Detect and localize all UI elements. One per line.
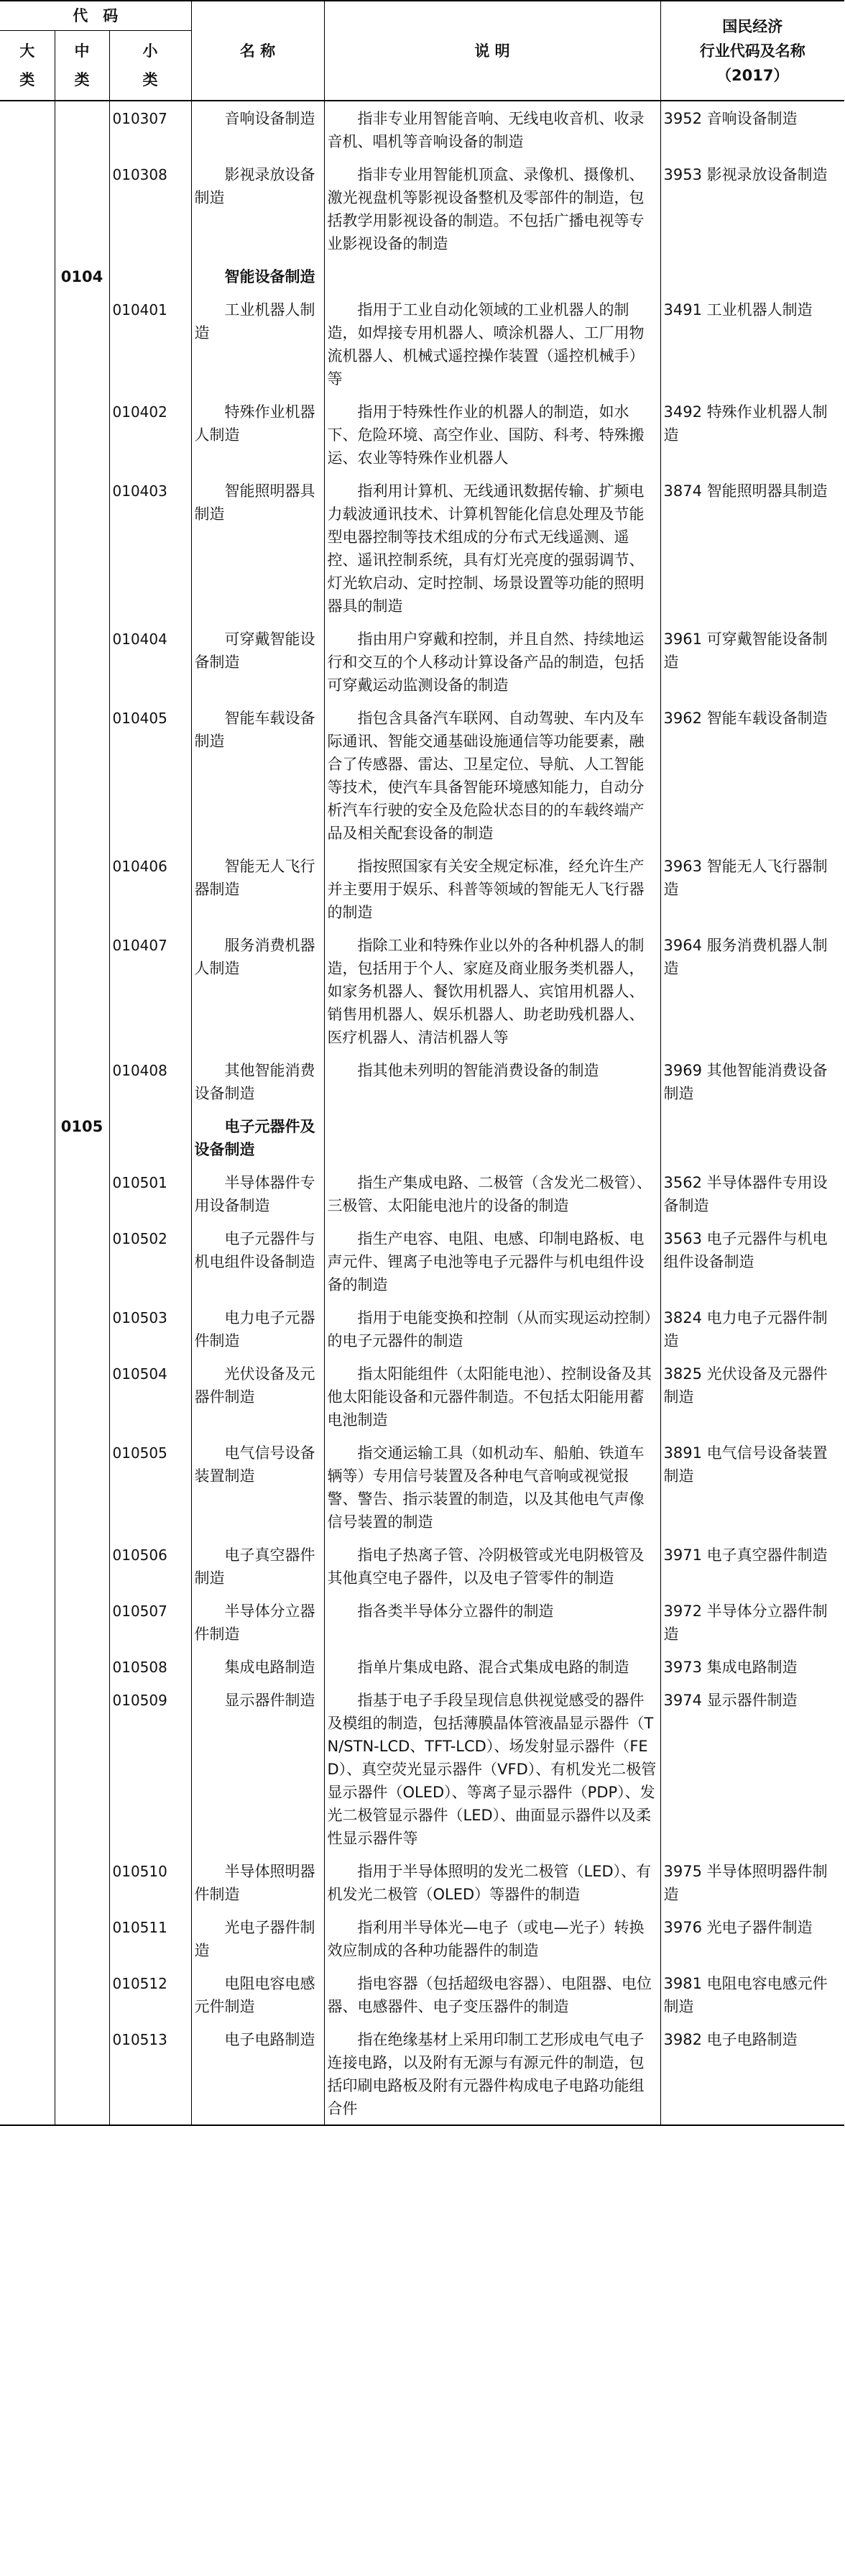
name-cell: 可穿戴智能设备制造 — [191, 622, 324, 701]
national-code: 3964 — [663, 937, 702, 954]
mid-class-cell — [55, 293, 109, 395]
big-class-cell — [0, 1910, 55, 1966]
small-class-cell: 010509 — [109, 1683, 191, 1854]
description-cell: 指按照国家有关安全规定标准，经允许生产并主要用于娱乐、科普等领域的智能无人飞行器的制造 — [324, 849, 660, 928]
description-cell: 指用于工业自动化领域的工业机器人的制造，如焊接专用机器人、喷涂机器人、工厂用物流机器人、机械式遥控操作装置（遥控机械手）等 — [324, 293, 660, 395]
small-class-cell: 010512 — [109, 1966, 191, 2022]
header-mid-class: 中 类 — [55, 31, 109, 101]
description-cell: 指单片集成电路、混合式集成电路的制造 — [324, 1650, 660, 1683]
mid-class-cell — [55, 1966, 109, 2022]
national-code-cell — [660, 1650, 844, 1683]
name-cell: 半导体分立器件制造 — [191, 1594, 324, 1650]
table-row — [0, 1966, 844, 2022]
description-cell — [324, 1109, 660, 1165]
big-class-cell — [0, 701, 55, 849]
national-code-cell — [660, 474, 844, 622]
big-class-cell — [0, 474, 55, 622]
big-class-cell — [0, 101, 55, 157]
name-cell: 半导体照明器件制造 — [191, 1854, 324, 1910]
description-cell: 指其他未列明的智能消费设备的制造 — [324, 1053, 660, 1109]
big-class-cell — [0, 1221, 55, 1301]
national-name: 音响设备制造 — [706, 110, 798, 127]
description-cell: 指利用计算机、无线通讯数据传输、扩频电力载波通讯技术、计算机智能化信息处理及节能型电器控制等技术组成的分布式无线遥测、遥控、遥讯控制系统，具有灯光亮度的强弱调节、灯光软启动、定时控制、场景设置等功能的照明器具的制造 — [324, 474, 660, 622]
national-code: 3563 — [663, 1230, 702, 1247]
mid-class-cell — [55, 474, 109, 622]
table-body — [0, 101, 844, 2125]
description-cell: 指用于电能变换和控制（从而实现运动控制）的电子元器件的制造 — [324, 1301, 660, 1357]
table-row — [0, 260, 844, 293]
big-class-cell — [0, 2022, 55, 2125]
header-name: 名 称 — [191, 1, 324, 101]
mid-class-cell — [55, 1650, 109, 1683]
mid-class-cell — [55, 1594, 109, 1650]
table-row — [0, 1594, 844, 1650]
table-row — [0, 1538, 844, 1594]
table-row — [0, 849, 844, 928]
name-cell: 电子元器件与机电组件设备制造 — [191, 1221, 324, 1301]
name-cell: 电力电子元器件制造 — [191, 1301, 324, 1357]
big-class-cell — [0, 1966, 55, 2022]
national-code-cell — [660, 2022, 844, 2125]
description-cell: 指生产电容、电阻、电感、印制电路板、电声元件、锂离子电池等电子元器件与机电组件设备的制造 — [324, 1221, 660, 1301]
national-code: 3982 — [663, 2031, 702, 2048]
national-name: 半导体器件专用设备制造 — [663, 1174, 828, 1214]
mid-class-cell — [55, 1538, 109, 1594]
table-row — [0, 1301, 844, 1357]
small-class-cell: 010510 — [109, 1854, 191, 1910]
big-class-cell — [0, 622, 55, 701]
table-row — [0, 1683, 844, 1854]
description-cell: 指电子热离子管、冷阴极管或光电阴极管及其他真空电子器件，以及电子管零件的制造 — [324, 1538, 660, 1594]
name-cell: 影视录放设备制造 — [191, 157, 324, 260]
name-cell: 光电子器件制造 — [191, 1910, 324, 1966]
header-code: 代 码 — [0, 1, 191, 31]
description-cell: 指利用半导体光—电子（或电—光子）转换效应制成的各种功能器件的制造 — [324, 1910, 660, 1966]
description-cell: 指非专业用智能音响、无线电收音机、收录音机、唱机等音响设备的制造 — [324, 101, 660, 157]
name-cell: 电子元器件及设备制造 — [191, 1109, 324, 1165]
table-row — [0, 1109, 844, 1165]
name-cell: 服务消费机器人制造 — [191, 928, 324, 1053]
national-code: 3492 — [663, 403, 702, 421]
national-code-cell — [660, 928, 844, 1053]
small-class-cell: 010508 — [109, 1650, 191, 1683]
national-code-cell — [660, 1109, 844, 1165]
table-row — [0, 1854, 844, 1910]
national-name: 显示器件制造 — [706, 1692, 798, 1709]
national-name: 电气信号设备装置制造 — [663, 1444, 828, 1485]
national-code: 3824 — [663, 1309, 702, 1326]
national-code-cell — [660, 1165, 844, 1221]
table-row — [0, 1650, 844, 1683]
description-cell: 指在绝缘基材上采用印制工艺形成电气电子连接电路，以及附有无源与有源元件的制造，包括印刷电路板及附有元器件构成电子电路功能组合件 — [324, 2022, 660, 2125]
national-code-cell — [660, 1910, 844, 1966]
national-code-cell — [660, 395, 844, 474]
national-code-cell — [660, 1357, 844, 1436]
description-cell: 指生产集成电路、二极管（含发光二极管）、三极管、太阳能电池片的设备的制造 — [324, 1165, 660, 1221]
big-class-cell — [0, 395, 55, 474]
national-code-cell — [660, 1221, 844, 1301]
small-class-cell — [109, 260, 191, 293]
small-class-cell: 010506 — [109, 1538, 191, 1594]
big-class-cell — [0, 157, 55, 260]
table-row — [0, 701, 844, 849]
national-name: 光伏设备及元器件制造 — [663, 1365, 828, 1406]
small-class-cell: 010408 — [109, 1053, 191, 1109]
mid-class-cell — [55, 101, 109, 157]
national-code: 3973 — [663, 1659, 702, 1676]
header-description: 说 明 — [324, 1, 660, 101]
mid-class-cell — [55, 1854, 109, 1910]
mid-class-cell — [55, 849, 109, 928]
national-name: 电子元器件与机电组件设备制造 — [663, 1230, 828, 1270]
big-class-cell — [0, 928, 55, 1053]
mid-class-cell — [55, 1221, 109, 1301]
small-class-cell: 010507 — [109, 1594, 191, 1650]
description-cell: 指非专业用智能机顶盒、录像机、摄像机、激光视盘机等影视设备整机及零部件的制造，包括教学用影视设备的制造。不包括广播电视等专业影视设备的制造 — [324, 157, 660, 260]
national-code: 3972 — [663, 1603, 702, 1620]
small-class-cell: 010404 — [109, 622, 191, 701]
national-code-cell — [660, 157, 844, 260]
description-cell: 指包含具备汽车联网、自动驾驶、车内及车际通讯、智能交通基础设施通信等功能要素，融合了传感器、雷达、卫星定位、导航、人工智能等技术，使汽车具备智能环境感知能力，自动分析汽车行驶的安全及危险状态目的的车载终端产品及相关配套设备的制造 — [324, 701, 660, 849]
big-class-cell — [0, 1683, 55, 1854]
national-code: 3891 — [663, 1444, 702, 1462]
big-class-cell — [0, 1165, 55, 1221]
big-class-cell — [0, 1854, 55, 1910]
description-cell: 指用于半导体照明的发光二极管（LED）、有机发光二极管（OLED）等器件的制造 — [324, 1854, 660, 1910]
national-name: 电子电路制造 — [706, 2031, 798, 2048]
national-name: 智能无人飞行器制造 — [663, 858, 828, 898]
big-class-cell — [0, 260, 55, 293]
mid-class-cell: 0105 — [55, 1109, 109, 1165]
small-class-cell: 010504 — [109, 1357, 191, 1436]
mid-class-cell — [55, 2022, 109, 2125]
table-row — [0, 474, 844, 622]
small-class-cell: 010502 — [109, 1221, 191, 1301]
national-code-cell — [660, 622, 844, 701]
name-cell: 智能车载设备制造 — [191, 701, 324, 849]
name-cell: 光伏设备及元器件制造 — [191, 1357, 324, 1436]
description-cell — [324, 260, 660, 293]
national-code: 3874 — [663, 482, 702, 500]
mid-class-cell — [55, 1165, 109, 1221]
national-name: 半导体分立器件制造 — [663, 1603, 828, 1643]
national-name: 服务消费机器人制造 — [663, 937, 828, 977]
national-code-cell — [660, 1966, 844, 2022]
name-cell: 智能无人飞行器制造 — [191, 849, 324, 928]
name-cell: 电阻电容电感元件制造 — [191, 1966, 324, 2022]
national-name: 电子真空器件制造 — [706, 1546, 828, 1564]
national-name: 特殊作业机器人制造 — [663, 403, 828, 444]
big-class-cell — [0, 1357, 55, 1436]
national-code: 3981 — [663, 1975, 702, 1992]
name-cell: 电气信号设备装置制造 — [191, 1436, 324, 1538]
national-code-cell — [660, 101, 844, 157]
national-code-cell — [660, 1854, 844, 1910]
mid-class-cell — [55, 1436, 109, 1538]
national-code: 3971 — [663, 1546, 702, 1564]
table-row — [0, 1436, 844, 1538]
national-name: 半导体照明器件制造 — [663, 1863, 828, 1903]
small-class-cell: 010511 — [109, 1910, 191, 1966]
header-national-code: 国民经济 行业代码及名称 （2017） — [660, 1, 844, 101]
national-code-cell — [660, 260, 844, 293]
table-row — [0, 2022, 844, 2125]
mid-class-cell — [55, 1053, 109, 1109]
big-class-cell — [0, 1109, 55, 1165]
small-class-cell: 010307 — [109, 101, 191, 157]
small-class-cell: 010503 — [109, 1301, 191, 1357]
table-row — [0, 928, 844, 1053]
small-class-cell: 010407 — [109, 928, 191, 1053]
header-small-class: 小 类 — [109, 31, 191, 101]
national-code: 3491 — [663, 301, 702, 318]
national-code-cell — [660, 1436, 844, 1538]
small-class-cell: 010403 — [109, 474, 191, 622]
name-cell: 电子电路制造 — [191, 2022, 324, 2125]
national-name: 电力电子元器件制造 — [663, 1309, 828, 1349]
table-row — [0, 622, 844, 701]
table-row — [0, 101, 844, 157]
name-cell: 显示器件制造 — [191, 1683, 324, 1854]
national-code: 3975 — [663, 1863, 702, 1880]
national-name: 其他智能消费设备制造 — [663, 1062, 828, 1102]
national-name: 光电子器件制造 — [706, 1919, 813, 1936]
big-class-cell — [0, 1594, 55, 1650]
mid-class-cell — [55, 1301, 109, 1357]
national-code: 3825 — [663, 1365, 702, 1383]
national-name: 集成电路制造 — [706, 1659, 798, 1676]
header-big-class: 大 类 — [0, 31, 55, 101]
national-name: 智能车载设备制造 — [706, 710, 828, 727]
big-class-cell — [0, 1650, 55, 1683]
name-cell: 音响设备制造 — [191, 101, 324, 157]
small-class-cell: 010513 — [109, 2022, 191, 2125]
national-name: 影视录放设备制造 — [706, 166, 828, 183]
big-class-cell — [0, 1053, 55, 1109]
big-class-cell — [0, 293, 55, 395]
description-cell: 指用于特殊性作业的机器人的制造，如水下、危险环境、高空作业、国防、科考、特殊搬运、农业等特殊作业机器人 — [324, 395, 660, 474]
small-class-cell: 010405 — [109, 701, 191, 849]
national-code: 3976 — [663, 1919, 702, 1936]
national-code-cell — [660, 1053, 844, 1109]
mid-class-cell: 0104 — [55, 260, 109, 293]
small-class-cell: 010406 — [109, 849, 191, 928]
big-class-cell — [0, 1301, 55, 1357]
small-class-cell: 010402 — [109, 395, 191, 474]
name-cell: 智能设备制造 — [191, 260, 324, 293]
name-cell: 其他智能消费设备制造 — [191, 1053, 324, 1109]
small-class-cell: 010501 — [109, 1165, 191, 1221]
national-code-cell — [660, 1301, 844, 1357]
table-row — [0, 1165, 844, 1221]
name-cell: 工业机器人制造 — [191, 293, 324, 395]
big-class-cell — [0, 1436, 55, 1538]
description-cell: 指交通运输工具（如机动车、船舶、铁道车辆等）专用信号装置及各种电气音响或视觉报警、警告、指示装置的制造，以及其他电气声像信号装置的制造 — [324, 1436, 660, 1538]
name-cell: 智能照明器具制造 — [191, 474, 324, 622]
name-cell: 电子真空器件制造 — [191, 1538, 324, 1594]
small-class-cell: 010505 — [109, 1436, 191, 1538]
mid-class-cell — [55, 622, 109, 701]
mid-class-cell — [55, 1683, 109, 1854]
mid-class-cell — [55, 157, 109, 260]
national-code: 3953 — [663, 166, 702, 183]
name-cell: 半导体器件专用设备制造 — [191, 1165, 324, 1221]
table-row — [0, 1910, 844, 1966]
small-class-cell — [109, 1109, 191, 1165]
mid-class-cell — [55, 928, 109, 1053]
big-class-cell — [0, 1538, 55, 1594]
national-code-cell — [660, 701, 844, 849]
mid-class-cell — [55, 1910, 109, 1966]
name-cell: 集成电路制造 — [191, 1650, 324, 1683]
table-row — [0, 293, 844, 395]
national-code: 3961 — [663, 631, 702, 648]
small-class-cell: 010401 — [109, 293, 191, 395]
mid-class-cell — [55, 701, 109, 849]
description-cell: 指由用户穿戴和控制，并且自然、持续地运行和交互的个人移动计算设备产品的制造，包括可穿戴运动监测设备的制造 — [324, 622, 660, 701]
mid-class-cell — [55, 395, 109, 474]
national-code-cell — [660, 1538, 844, 1594]
description-cell: 指电容器（包括超级电容器）、电阻器、电位器、电感器件、电子变压器件的制造 — [324, 1966, 660, 2022]
description-cell: 指各类半导体分立器件的制造 — [324, 1594, 660, 1650]
small-class-cell: 010308 — [109, 157, 191, 260]
national-code-cell — [660, 1683, 844, 1854]
description-cell: 指太阳能组件（太阳能电池）、控制设备及其他太阳能设备和元器件制造。不包括太阳能用蓄电池制造 — [324, 1357, 660, 1436]
national-name: 智能照明器具制造 — [706, 482, 828, 500]
national-code: 3974 — [663, 1692, 702, 1709]
table-row — [0, 1053, 844, 1109]
table-row — [0, 1221, 844, 1301]
national-code: 3962 — [663, 710, 702, 727]
national-name: 电阻电容电感元件制造 — [663, 1975, 828, 2015]
description-cell: 指基于电子手段呈现信息供视觉感受的器件及模组的制造，包括薄膜晶体管液晶显示器件（TN/STN-LCD、TFT-LCD）、场发射显示器件（FED）、真空荧光显示器件（VFD）、有机发光二极管显示器件（OLED）、等离子显示器件（PDP）、发光二极管显示器件（LED）、曲面显示器件以及柔性显示器件等 — [324, 1683, 660, 1854]
national-name: 可穿戴智能设备制造 — [663, 631, 828, 671]
national-code: 3963 — [663, 858, 702, 875]
national-name: 工业机器人制造 — [706, 301, 813, 318]
table-row — [0, 1357, 844, 1436]
table-row — [0, 395, 844, 474]
national-code: 3952 — [663, 110, 702, 127]
description-cell: 指除工业和特殊作业以外的各种机器人的制造，包括用于个人、家庭及商业服务类机器人，如家务机器人、餐饮用机器人、宾馆用机器人、销售用机器人、娱乐机器人、助老助残机器人、医疗机器人、清洁机器人等 — [324, 928, 660, 1053]
national-code-cell — [660, 1594, 844, 1650]
name-cell: 特殊作业机器人制造 — [191, 395, 324, 474]
national-code: 3562 — [663, 1174, 702, 1191]
big-class-cell — [0, 849, 55, 928]
national-code: 3969 — [663, 1062, 702, 1079]
table-row — [0, 157, 844, 260]
national-code-cell — [660, 293, 844, 395]
mid-class-cell — [55, 1357, 109, 1436]
national-code-cell — [660, 849, 844, 928]
